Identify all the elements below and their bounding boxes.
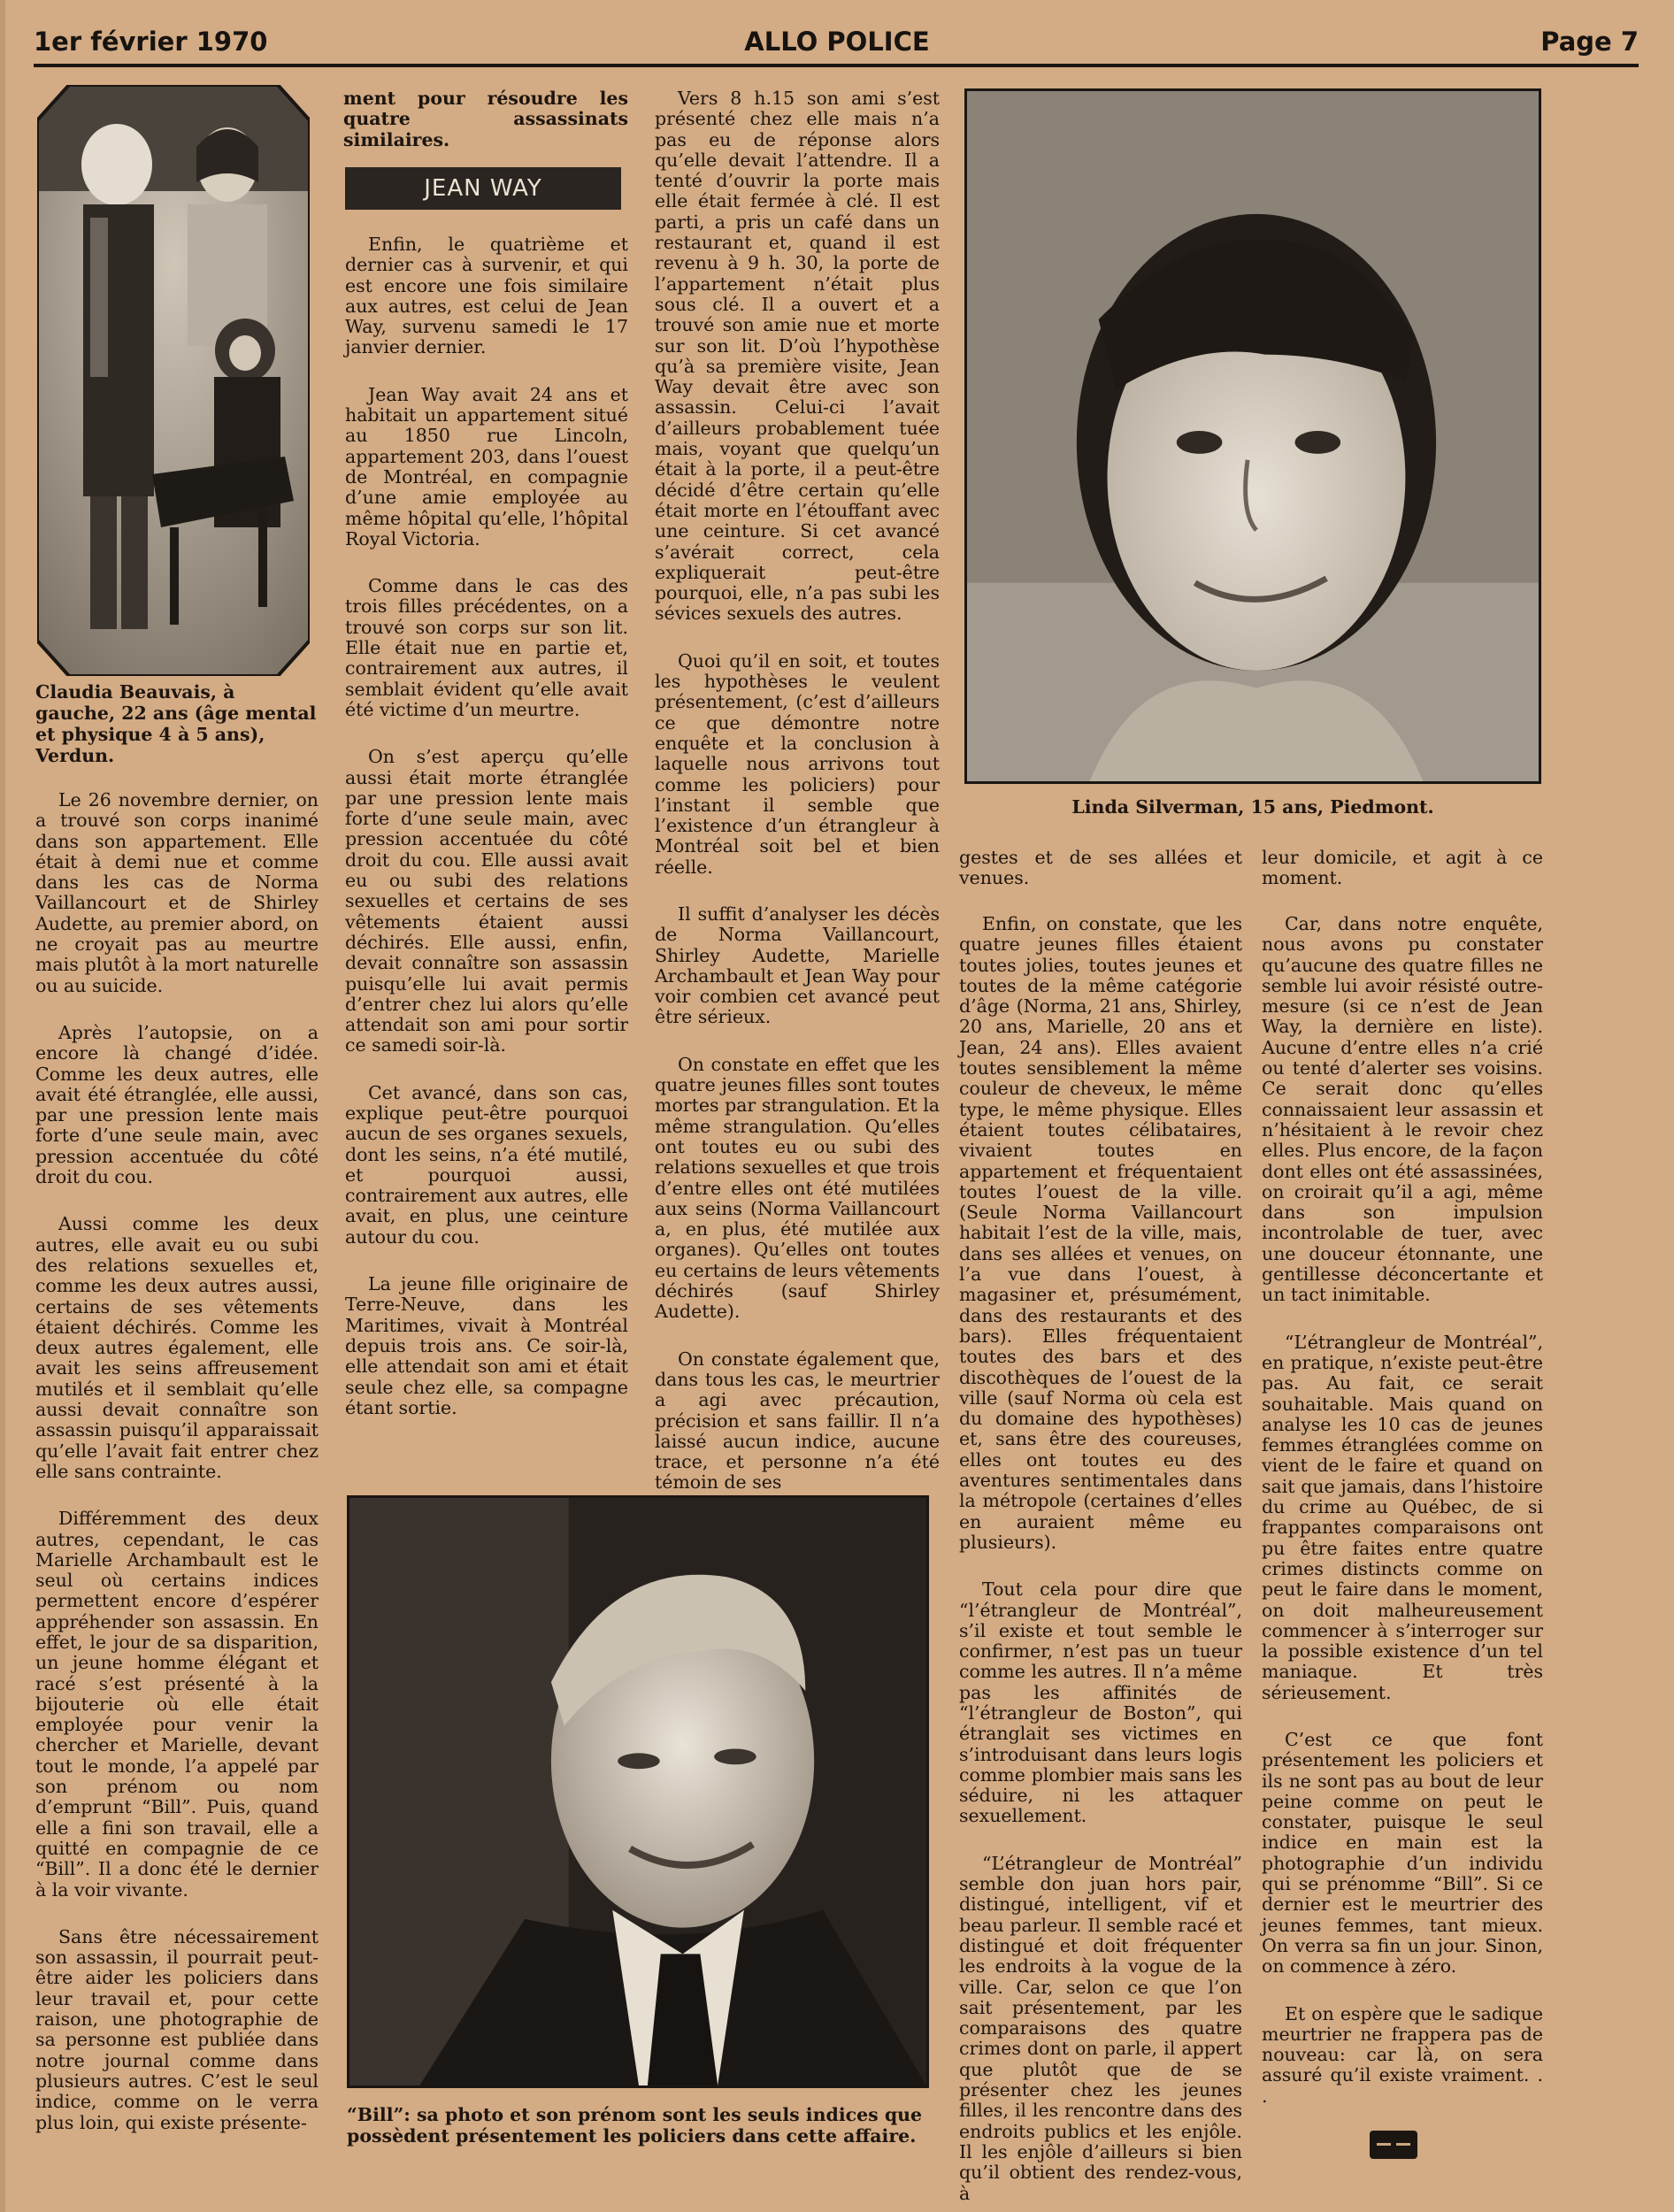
- end-of-article-mark: [1370, 2131, 1417, 2159]
- paragraph: Tout cela pour dire que “l’étrangleur de Montréal”, s’il existe et tout semble le confirmer, n’est pas un tueur comme les autres. Il n’a même pas les affinités de “l’étrangleur de Boston”, qui étranglait ses victimes en s’introduisant dans leurs logis comme plombier mais sans les séduire, ni les attaquer sexuellement.: [959, 1578, 1242, 1827]
- paragraph: Différemment des deux autres, cependant, le cas Marielle Archambault est le seul où certains indices permettent encore d’espérer appréhender son assassin. En effet, le jour de sa disparition, un jeune homme élégant et racé s’est présenté à la bijouterie où elle était employée pour venir la chercher et Marielle, devant tout le monde, l’a appelé par son prénom ou nom d’emprunt “Bill”. Puis, quand elle a fini son travail, elle a quitté en compagnie de ce “Bill”. Il a donc été le dernier à la voir vivante.: [35, 1508, 319, 1901]
- paragraph: On s’est aperçu qu’elle aussi était morte étranglée par une pression lente mais forte d’une seule main, avec pression accentuée du côté droit du cou. Elle aussi avait eu ou subi des relations sexuelles et certains de ses vêtements étaient aussi déchirés. Elle aussi, enfin, devait connaître son assassin puisqu’elle lui avait permis d’entrer chez lui alors qu’elle attendait son ami pour sortir ce samedi soir-là.: [345, 746, 628, 1056]
- issue-date: 1er février 1970: [34, 27, 268, 57]
- column-2: [345, 234, 628, 1445]
- paragraph: Et on espère que le sadique meurtrier ne frappera pas de nouveau: car là, on sera assuré qu’il existe vraiment. . .: [1262, 2002, 1543, 2107]
- paragraph: Le 26 novembre dernier, on a trouvé son corps inanimé dans son appartement. Elle était à demi nue et comme dans les cas de Norma Vaillancourt et de Shirley Audette, au premier abord, on ne croyait pas au meurtre mais plutôt à la mort naturelle ou au suicide.: [35, 789, 319, 996]
- paragraph: “L’étrangleur de Montréal” semble don juan hors pair, distingué, intelligent, vif et beau parleur. Il semble racé et distingué et doit fréquenter les endroits à la vogue de la ville. Car, selon ce que l’on sait présentement, par les comparaisons des quatre crimes dont on parle, il appert que plutôt que de se présenter chez les jeunes filles, il les rencontre dans des endroits publics et les enjôle. Il les enjôle d’ailleurs si bien qu’il obtient des rendez-vous, à: [959, 1852, 1242, 2204]
- photo-linda: [964, 88, 1541, 784]
- paragraph: leur domicile, et agit à ce moment.: [1262, 847, 1543, 889]
- section-heading: JEAN WAY: [345, 167, 621, 210]
- column-2-intro: [343, 88, 628, 150]
- paragraph: Sans être nécessairement son assassin, il pourrait peut-être aider les policiers dans leur travail et, pour cette raison, une photographie de sa personne est publiée dans notre journal comme dans plusieurs autres. C’est le seul indice, comme on le verra plus loin, qui existe présente-: [35, 1925, 319, 2133]
- column-4-intro: [959, 848, 1242, 916]
- paragraph: On constate également que, dans tous les cas, le meurtrier a agi avec précaution, précision et sans faillir. Il n’a laissé aucun indice, aucune trace, et personne n’a été témoin de ses: [655, 1348, 940, 1494]
- page-number: Page 7: [1540, 27, 1639, 57]
- paragraph: On constate en effet que les quatre jeunes filles sont toutes mortes par strangulation. Et la même strangulation. Qu’elles ont toutes eu ou subi des relations sexuelles et que trois d’entre elles ont été mutilées aux seins (Norma Vaillancourt a, en plus, été mutilée aux organes). Qu’elles ont toutes eu certains de leurs vêtements déchirés (sauf Shirley Audette).: [655, 1053, 940, 1323]
- paragraph: Car, dans notre enquête, nous avons pu constater qu’aucune des quatre filles ne semble lui avoir résisté outre-mesure (si ce n’est de Jean Way, la dernière en liste). Aucune d’entre elles n’a crié ou tenté d’alerter ses voisins. Ce serait donc qu’elles connaissaient leur assassin et n’hésitaient à le revoir chez elles. Plus encore, de la façon dont elles ont été assassinées, on croirait qu’il a agi, même dans son impulsion incontrolable de tuer, avec une douceur étonnante, une gentillesse déconcertante et un tact inimitable.: [1262, 913, 1543, 1306]
- paragraph: Enfin, on constate, que les quatre jeunes filles étaient toutes jolies, toutes jeunes et toutes de la même catégorie d’âge (Norma, 21 ans, Shirley, 20 ans, Marielle, 20 ans et Jean, 24 ans). Elles avaient toutes sensiblement la même couleur de cheveux, le même type, le même physique. Elles étaient toutes célibataires, vivaient toutes en appartement et fréquentaient toutes l’ouest de la ville. (Seule Norma Vaillancourt habitait l’est de la ville, mais, dans ses allées et venues, on l’a vue dans l’ouest, à magasiner et, présumément, dans des restaurants et des bars). Elles fréquentaient toutes des bars et des discothèques de l’ouest de la ville (sauf Norma où cela est du domaine des hypothèses) et, sans être des coureuses, elles ont toutes eu des aventures sentimentales dans la métropole (certaines d’elles en auraient même eu plusieurs).: [959, 913, 1242, 1553]
- paragraph: Aussi comme les deux autres, elle avait eu ou subi des relations sexuelles et, comme les deux autres aussi, certains de ses vêtements étaient déchirés. Comme les deux autres également, elle avait les seins affreusement mutilés et il semblait qu’elle aussi devait connaître son assassin puisqu’il apparaissait qu’elle l’avait fait entrer chez elle sans contrainte.: [35, 1213, 319, 1482]
- paragraph: C’est ce que font présentement les policiers et ils ne sont pas au bout de leur peine comme on peut le constater, puisque le seul indice en main est la photographie d’un individu qui se prénomme “Bill”. Si ce dernier est le meurtrier des jeunes femmes, tant mieux. On verra sa fin un jour. Sinon, on commence à zéro.: [1262, 1728, 1543, 1978]
- publication-title: ALLO POLICE: [744, 27, 930, 57]
- column-5: [1262, 914, 1543, 2133]
- paragraph: “L’étrangleur de Montréal”, en pratique, n’existe peut-être pas. Au fait, ce serait souhaitable. Mais quand on analyse les 10 cas de jeunes femmes étranglées comme on vient de le faire et quand on sait que jamais, dans l’histoire du crime au Québec, de si frappantes comparaisons ont pu être faites entre quatre crimes distincts comme on peut le faire dans le moment, on doit malheureusement commencer à s’interroger sur la possible existence d’un tel maniaque. Et très sérieusement.: [1262, 1331, 1543, 1703]
- page-edge: [0, 0, 5, 2212]
- paragraph: Quoi qu’il en soit, et toutes les hypothèses le veulent présentement, (c’est d’ailleurs ce que démontre notre enquête et la conclusion à laquelle nous arrivons tout comme les policiers) pour l’instant il semble que l’existence d’un étrangleur à Montréal soit bel et bien réelle.: [655, 649, 940, 878]
- paragraph: Vers 8 h.15 son ami s’est présenté chez elle mais n’a pas eu de réponse alors qu’elle devait l’attendre. Il a tenté d’ouvrir la porte mais elle était fermée à clé. Il est parti, a pris un café dans un restaurant et, quand il est revenu à 9 h. 30, la porte de l’appartement n’était plus sous clé. Il a ouvert et a trouvé son amie nue et morte sur son lit. D’où l’hypothèse qu’à sa première visite, Jean Way devait être avec son assassin. Celui-ci l’avait d’ailleurs probablement tuée mais, voyant que quelqu’un était à la porte, il a peut-être décidé d’être certain qu’elle était morte en l’étouffant avec une ceinture. Si cet avancé s’avérait correct, cela expliquerait peut-être pourquoi, elle, n’a pas subi les sévices sexuels des autres.: [655, 88, 940, 625]
- paragraph: Comme dans le cas des trois filles précédentes, on a trouvé son corps sur son lit. Elle était nue en partie et, contrairement aux autres, il semblait évident qu’elle avait été victime d’un meurtre.: [345, 575, 628, 720]
- column-3: [655, 88, 940, 1520]
- photo-claudia: [37, 85, 310, 676]
- paragraph: Enfin, le quatrième et dernier cas à survenir, et qui est encore une fois similaire aux autres, est celui de Jean Way, survenu samedi le 17 janvier dernier.: [345, 234, 628, 358]
- paragraph: gestes et de ses allées et venues.: [959, 847, 1242, 889]
- caption-bill: “Bill”: sa photo et son prénom sont les seuls indices que possèdent présentement les policiers dans cette affaire.: [347, 2104, 923, 2147]
- header-rule: [34, 64, 1639, 67]
- column-5-intro: [1262, 848, 1543, 916]
- column-4: [959, 914, 1242, 2212]
- column-1: [35, 790, 319, 2160]
- caption-linda: Linda Silverman, 15 ans, Piedmont.: [1071, 796, 1434, 818]
- photo-bill: [347, 1495, 929, 2088]
- paragraph: Cet avancé, dans son cas, explique peut-être pourquoi aucun de ses organes sexuels, dont les seins, n’a été mutilé, et pourquoi aussi, contrairement aux autres, elle avait, en plus, une ceinture autour du cou.: [345, 1081, 628, 1248]
- paragraph: ment pour résoudre les quatre assassinats similaires.: [343, 88, 628, 150]
- paragraph: Jean Way avait 24 ans et habitait un appartement situé au 1850 rue Lincoln, appartement 203, dans l’ouest de Montréal, en compagnie d’une amie employée au même hôpital qu’elle, l’hôpital Royal Victoria.: [345, 383, 628, 549]
- paragraph: Après l’autopsie, on a encore là changé d’idée. Comme les deux autres, elle avait été étranglée, elle aussi, par une pression lente mais forte d’une seule main, avec pression accentuée du côté droit du cou.: [35, 1021, 319, 1188]
- paragraph: Il suffit d’analyser les décès de Norma Vaillancourt, Shirley Audette, Marielle Archambault et Jean Way pour voir combien cet avancé peut être sérieux.: [655, 902, 940, 1028]
- caption-claudia: Claudia Beauvais, à gauche, 22 ans (âge mental et physique 4 à 5 ans), Verdun.: [35, 681, 317, 766]
- paragraph: La jeune fille originaire de Terre-Neuve, dans les Maritimes, vivait à Montréal depuis trois ans. Ce soir-là, elle attendait son ami et était seule chez elle, sa compagne étant sortie.: [345, 1273, 628, 1418]
